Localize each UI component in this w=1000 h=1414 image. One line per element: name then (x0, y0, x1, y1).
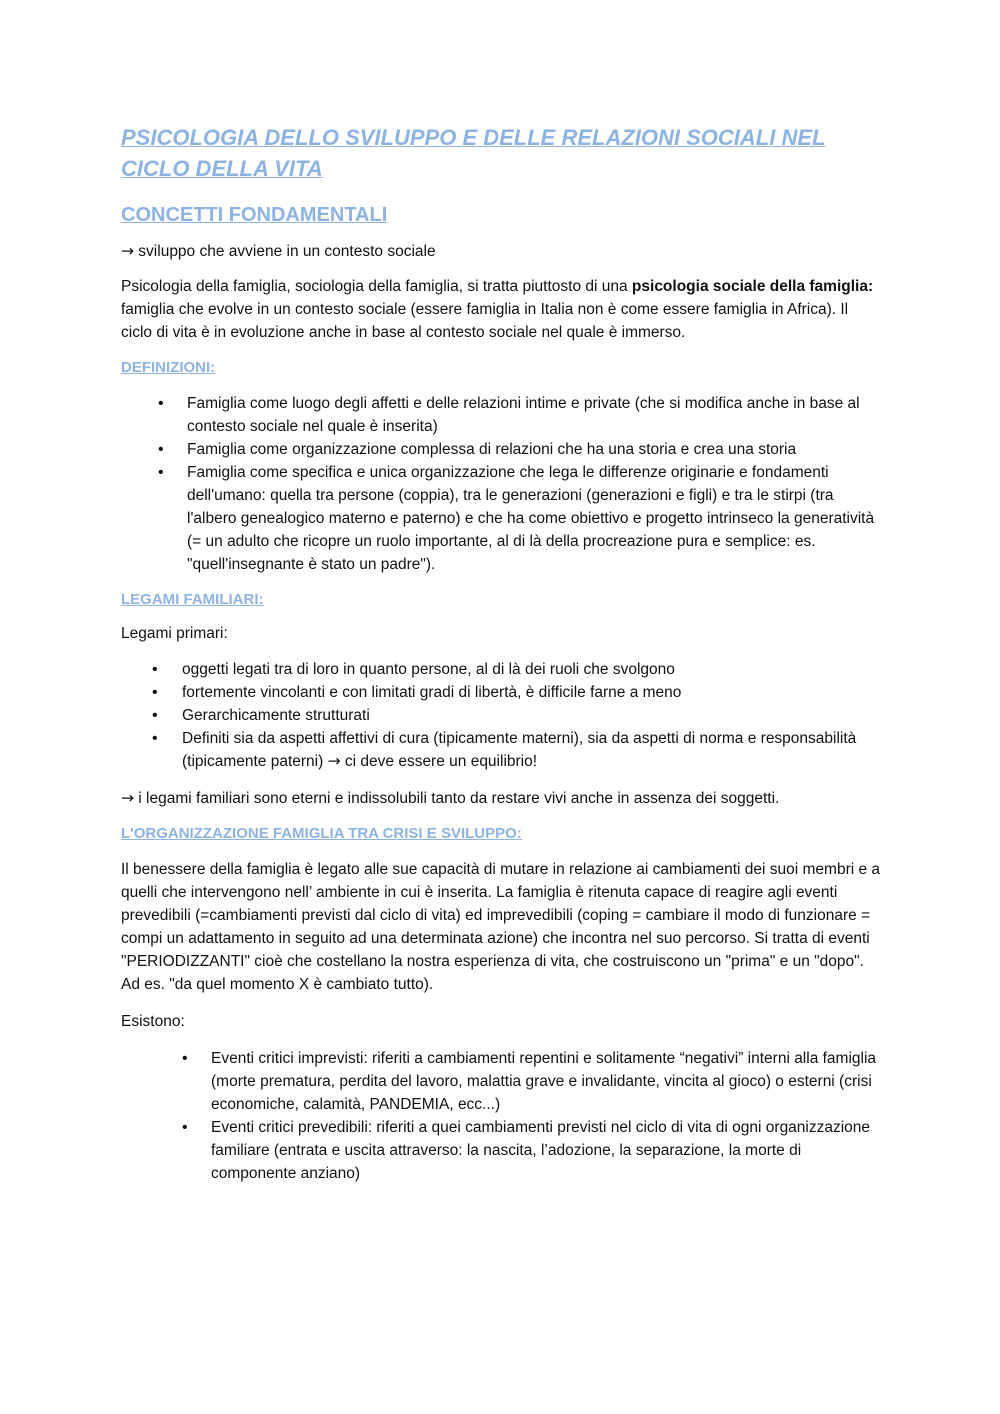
arrow-icon: → (327, 752, 341, 770)
bullet-icon: • (158, 464, 164, 481)
list-item: • Famiglia come specifica e unica organizzazione che lega le differenze originarie e fondamenti dell'umano: quella tra persone (coppia), tra le generazioni (generazioni e figli) e tra le stirpi (tra l'albero genealogico materno e paterno) e che ha come obiettivo e progetto intrinseco la generatività (= un adulto che ricopre un ruolo importante, al di là della procreazione pura e semplice: es. "quell'insegnante è stato un padre"). (121, 461, 881, 576)
definizioni-list (121, 392, 881, 576)
bullet-icon: • (152, 730, 158, 747)
definizioni-heading: DEFINIZIONI: (121, 359, 216, 376)
eventi-list (121, 1047, 881, 1185)
document-title: PSICOLOGIA DELLO SVILUPPO E DELLE RELAZIONI SOCIALI NEL CICLO DELLA VITA (121, 125, 826, 181)
arrow-icon: → (121, 789, 134, 807)
bullet-icon: • (182, 1119, 188, 1136)
bullet-icon: • (152, 684, 158, 701)
intro-line (121, 240, 881, 263)
list-item: • Eventi critici prevedibili: riferiti a quei cambiamenti previsti nel ciclo di vita di ogni organizzazione familiare (entrata e uscita attraverso: la nascita, l’adozione, la separazione, la morte di componente anziano) (121, 1116, 881, 1185)
bullet-icon: • (152, 661, 158, 678)
intro-paragraph-end: famiglia che evolve in un contesto sociale (essere famiglia in Italia non è come essere famiglia in Africa). Il ciclo di vita è in evoluzione anche in base al contesto sociale nel quale è immerso. (121, 301, 849, 341)
section-title: CONCETTI FONDAMENTALI (121, 204, 388, 226)
intro-paragraph (121, 275, 881, 344)
list-item: • Gerarchicamente strutturati (121, 704, 881, 727)
bullet-icon: • (182, 1050, 188, 1067)
list-item: • Eventi critici imprevisti: riferiti a cambiamenti repentini e solitamente “negativi” interni alla famiglia (morte prematura, perdita del lavoro, malattia grave e invalidante, vincita al gioco) o esterni (crisi economiche, calamità, PANDEMIA, ecc...) (121, 1047, 881, 1116)
legami-conclusion: → i legami familiari sono eterni e indissolubili tanto da restare vivi anche in assenza dei soggetti. (121, 789, 780, 807)
intro-paragraph-bold: psicologia sociale della famiglia: (631, 278, 874, 295)
list-item: • Famiglia come luogo degli affetti e delle relazioni intime e private (che si modifica anche in base al contesto sociale nel quale è inserita) (121, 392, 881, 438)
organizzazione-heading: L'ORGANIZZAZIONE FAMIGLIA TRA CRISI E SVILUPPO: (121, 825, 522, 842)
list-item: • fortemente vincolanti e con limitati gradi di libertà, è difficile farne a meno (121, 681, 881, 704)
list-item: • oggetti legati tra di loro in quanto persone, al di là dei ruoli che svolgono (121, 658, 881, 681)
bullet-icon: • (152, 707, 158, 724)
document-body (121, 122, 881, 1185)
arrow-icon: → (121, 242, 134, 260)
list-item: • Definiti sia da aspetti affettivi di cura (tipicamente materni), sia da aspetti di norma e responsabilità (tipicamente paterni) → ci deve essere un equilibrio! (121, 727, 881, 773)
organizzazione-paragraph: Il benessere della famiglia è legato alle sue capacità di mutare in relazione ai cambiamenti dei suoi membri e a quelli che intervengono nell’ ambiente in cui è inserita. La famiglia è ritenuta capace di reagire agli eventi prevedibili (=cambiamenti previsti dal ciclo di vita) ed imprevedibili (coping = cambiare il modo di funzionare = compi un adattamento in seguito ad una determinata azione) che incontra nel suo percorso. Si tratta di eventi "PERIODIZZANTI" cioè che costellano la nostra esperienza di vita, che costruiscono un "prima" e un "dopo". Ad es. "da quel momento X è cambiato tutto). (121, 861, 881, 993)
legami-intro: Legami primari: (121, 625, 228, 642)
list-item: • Famiglia come organizzazione complessa di relazioni che ha una storia e crea una storia (121, 438, 881, 461)
bullet-icon: • (158, 441, 164, 458)
legami-list (121, 658, 881, 773)
intro-line-text: sviluppo che avviene in un contesto sociale (134, 243, 436, 260)
intro-paragraph-start: Psicologia della famiglia, sociologia della famiglia, si tratta piuttosto di una (121, 278, 632, 295)
bullet-icon: • (158, 395, 164, 412)
esistono-label: Esistono: (121, 1013, 185, 1030)
legami-heading: LEGAMI FAMILIARI: (121, 591, 264, 608)
